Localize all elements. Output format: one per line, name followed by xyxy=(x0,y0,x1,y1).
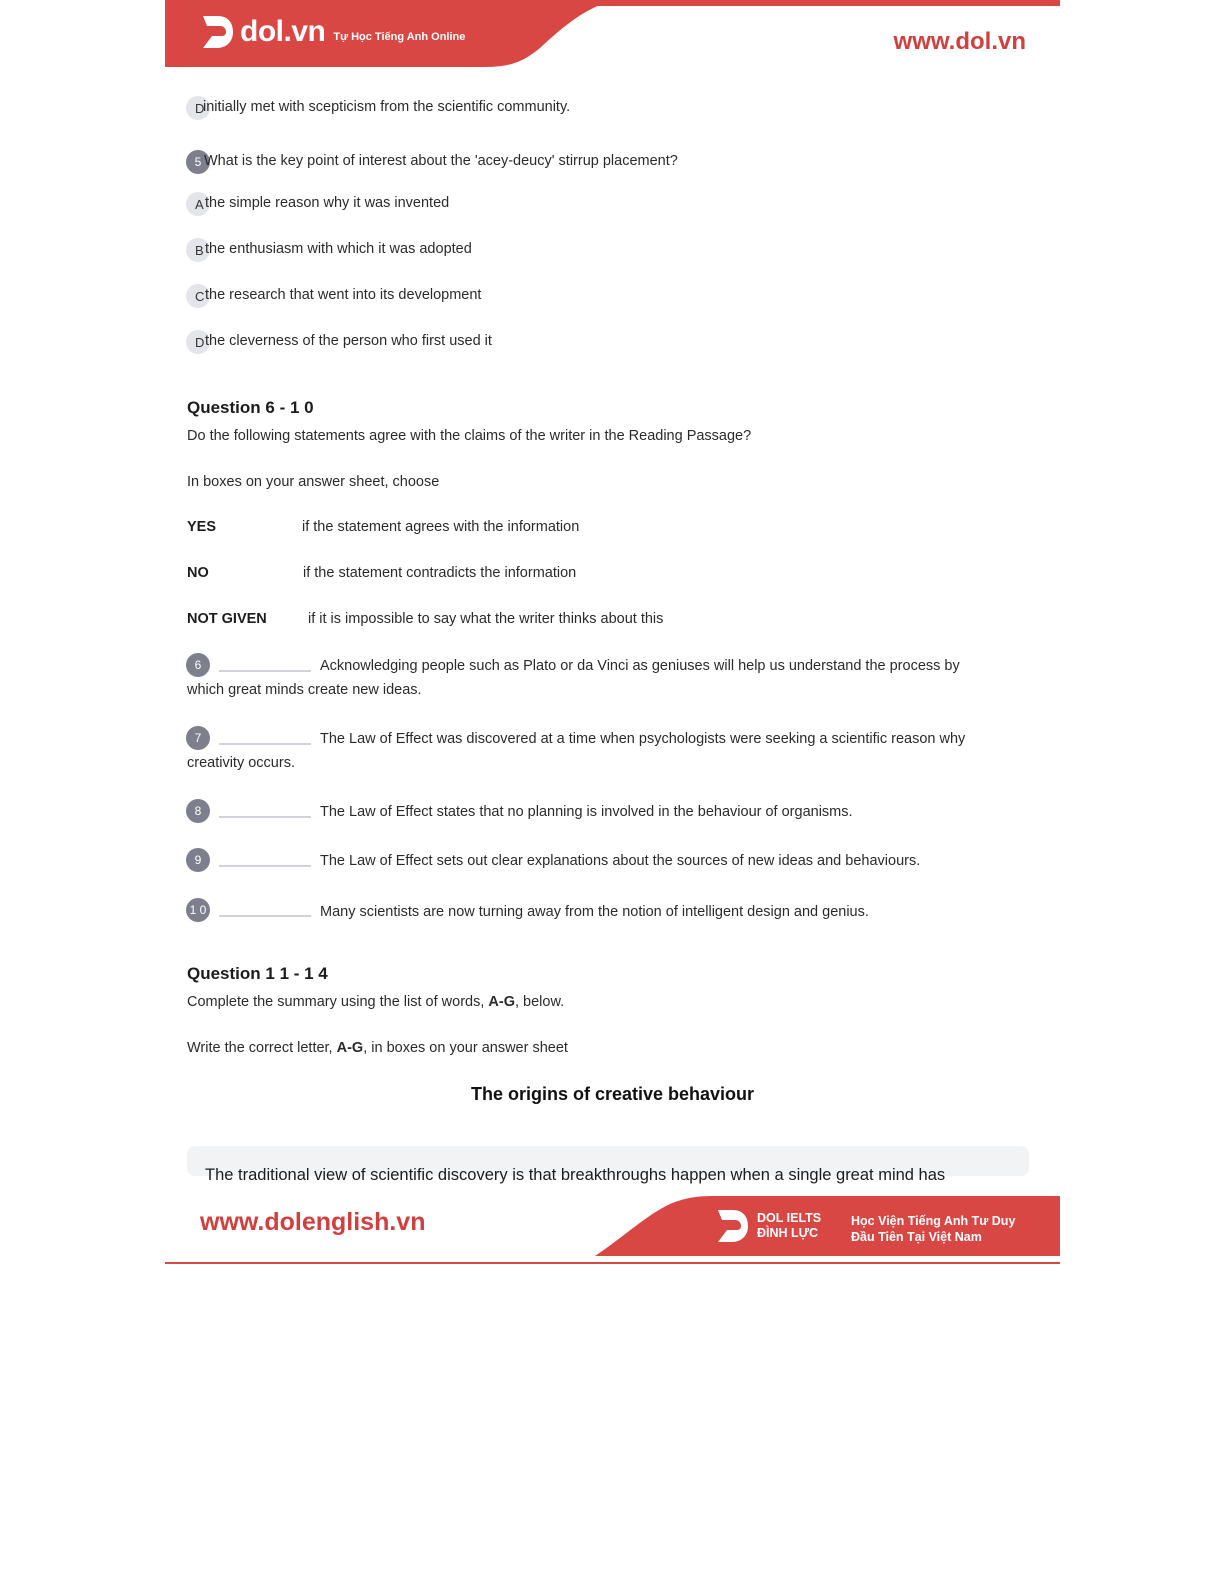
header-brand: dol.vn xyxy=(240,15,326,48)
statement-text: which great minds create new ideas. xyxy=(187,682,422,698)
header-tagline: Tự Học Tiếng Anh Online xyxy=(333,31,466,43)
legend-text: if the statement contradicts the information xyxy=(303,565,577,581)
instruction-text: In boxes on your answer sheet, choose xyxy=(187,474,440,490)
legend-label: NO xyxy=(187,565,209,581)
document-page xyxy=(165,0,1060,1265)
summary-text: The traditional view of scientific discovery is that breakthroughs happen when a single great mind has xyxy=(205,1166,946,1184)
option-letter: C xyxy=(195,289,205,304)
instruction-text: Write the correct letter, A-G, in boxes on your answer sheet xyxy=(187,1040,568,1056)
statement-text: Acknowledging people such as Plato or da Vinci as geniuses will help us understand the process by xyxy=(320,658,960,674)
option-text: the simple reason why it was invented xyxy=(205,195,450,211)
question-number-badge: 5 xyxy=(186,150,210,174)
question-5-text: What is the key point of interest about the 'acey-deucy' stirrup placement? xyxy=(204,153,678,169)
question-number-badge: 8 xyxy=(186,799,210,823)
option-letter: D xyxy=(195,335,205,350)
dol-logo-icon xyxy=(715,1208,749,1244)
section-heading: Question 6 - 1 0 xyxy=(187,398,314,417)
answer-blank[interactable] xyxy=(219,743,311,745)
statement-text: Many scientists are now turning away from the notion of intelligent design and genius. xyxy=(320,904,869,920)
dol-logo-icon xyxy=(200,14,234,50)
option-letter: A xyxy=(195,197,204,212)
statement-text: The Law of Effect sets out clear explanations about the sources of new ideas and behaviours. xyxy=(320,853,921,869)
question-number-badge: 9 xyxy=(186,848,210,872)
statement-text: The Law of Effect was discovered at a time when psychologists were seeking a scientific reason why xyxy=(320,731,966,747)
answer-blank[interactable] xyxy=(219,865,311,867)
legend-text: if it is impossible to say what the writer thinks about this xyxy=(308,611,664,627)
legend-label: YES xyxy=(187,519,217,535)
question-number-badge: 1 0 xyxy=(186,898,210,922)
footer-dol-name: DOL IELTS ĐÌNH LỰC xyxy=(757,1211,822,1240)
instruction-text: Complete the summary using the list of words, A-G, below. xyxy=(187,994,565,1010)
footer-slogan: Học Viện Tiếng Anh Tư Duy Đầu Tiên Tại Việt Nam xyxy=(851,1214,1016,1244)
answer-blank[interactable] xyxy=(219,816,311,818)
footer-website-link[interactable]: www.dolenglish.vn xyxy=(200,1208,426,1236)
answer-blank[interactable] xyxy=(219,670,311,672)
legend-label: NOT GIVEN xyxy=(187,611,267,627)
legend-text: if the statement agrees with the information xyxy=(302,519,580,535)
answer-blank[interactable] xyxy=(219,915,311,917)
statement-text: creativity occurs. xyxy=(187,755,295,771)
option-text: the enthusiasm with which it was adopted xyxy=(205,241,472,257)
footer-bottom-line xyxy=(165,1262,1060,1264)
header-logo xyxy=(200,14,465,50)
statement-text: The Law of Effect states that no planning is involved in the behaviour of organisms. xyxy=(320,804,853,820)
summary-title: The origins of creative behaviour xyxy=(470,1084,755,1104)
instruction-text: Do the following statements agree with the claims of the writer in the Reading Passage? xyxy=(187,428,752,444)
option-letter: B xyxy=(195,243,204,258)
footer-logo xyxy=(715,1208,821,1244)
option-text: the cleverness of the person who first used it xyxy=(205,333,492,349)
option-text: initially met with scepticism from the scientific community. xyxy=(203,99,571,115)
option-letter: D xyxy=(195,101,205,116)
question-number-badge: 7 xyxy=(186,726,210,750)
question-number-badge: 6 xyxy=(186,653,210,677)
option-text: the research that went into its development xyxy=(205,287,482,303)
header-website-link[interactable]: www.dol.vn xyxy=(893,28,1026,55)
section-heading: Question 1 1 - 1 4 xyxy=(187,964,328,983)
